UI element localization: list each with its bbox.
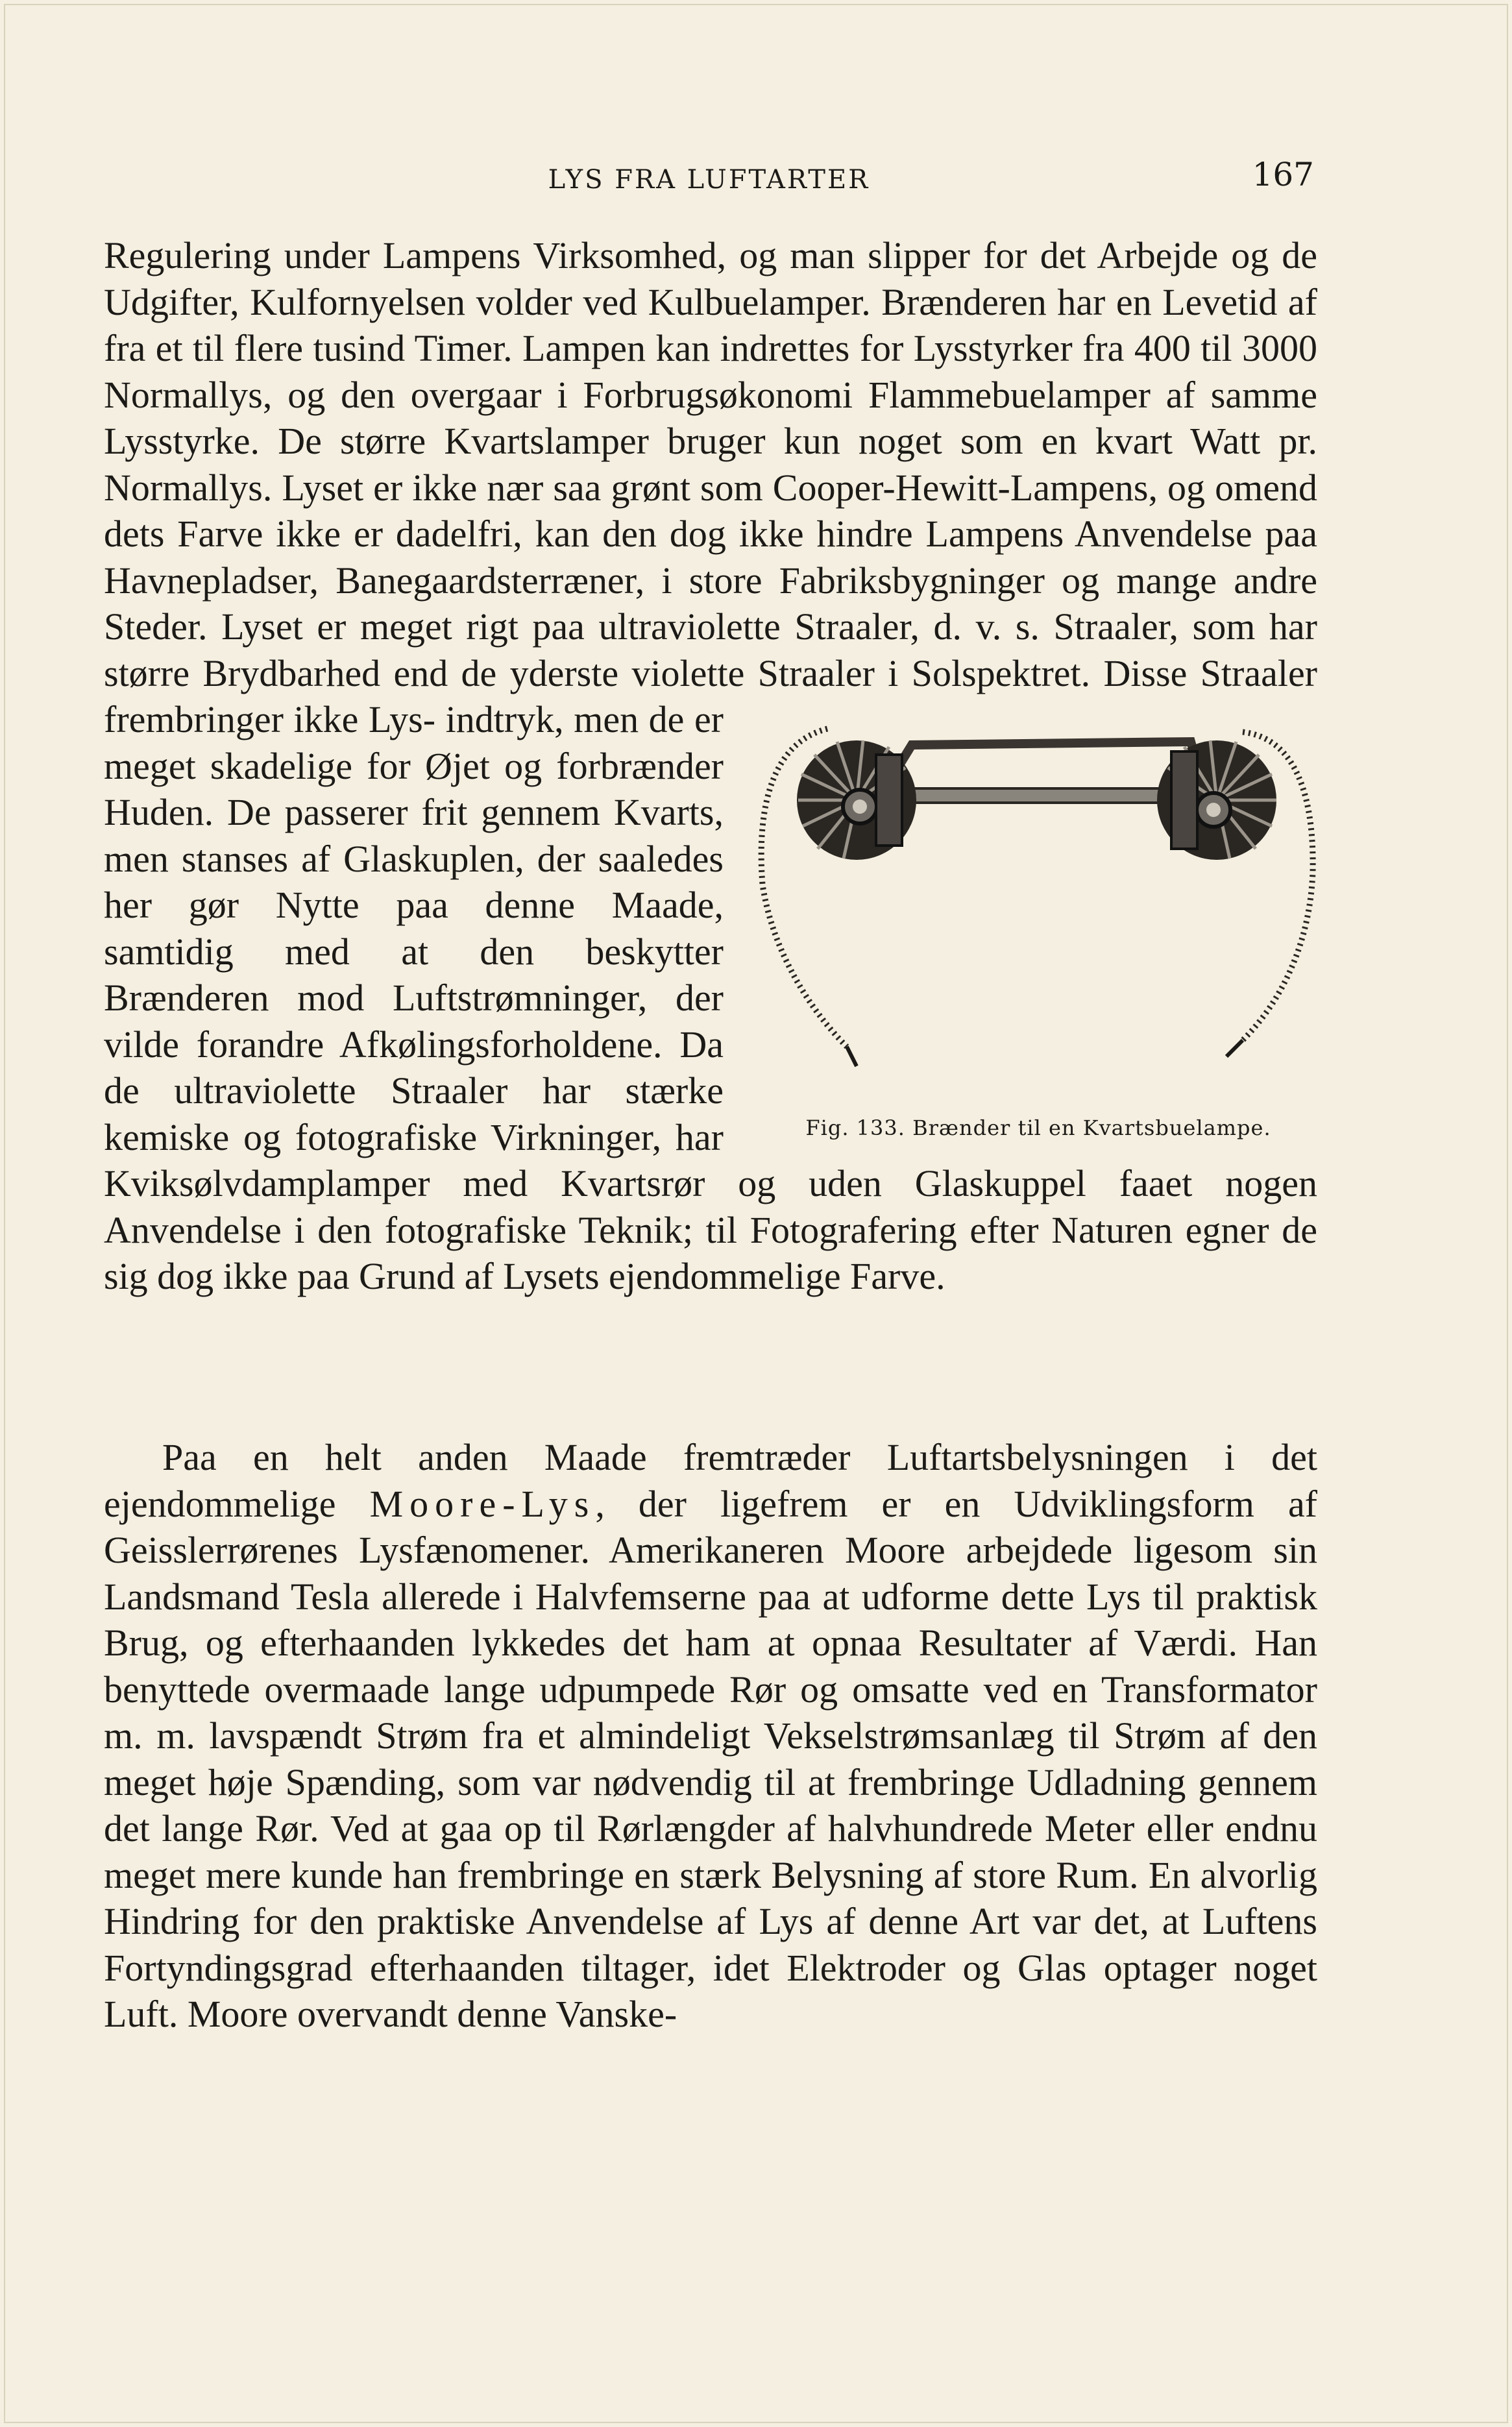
right-radiator (1157, 740, 1276, 860)
figure-caption: Fig. 133. Brænder til en Kvartsbuelampe. (805, 1116, 1271, 1140)
burner-illustration (750, 716, 1327, 1105)
paragraph-2 (104, 1434, 1317, 2038)
paragraph-2-rest: , der ligefrem er en Udviklingsform af Geisslerrørenes Lysfænomener. Amerikaneren Moore arbejdede ligesom sin Landsmand Tesla allerede i Halvfemserne paa at udforme dette Lys til praktisk Brug, og efterhaanden lykkedes det ham at opnaa Resultater af Værdi. Han benyttede overmaade lange udpumpede Rør og omsatte ved en Transformator m. m. lavspændt Strøm fra et almindeligt Vekselstrømsanlæg til Strøm af den meget høje Spænding, som var nødvendig til at frembringe Udladning gennem det lange Rør. Ved at gaa op til Rørlængder af halvhundrede Meter eller endnu meget mere kunde han frembringe en stærk Belysning af store Rum. En alvorlig Hindring for den praktiske Anvendelse af Lys af denne Art var det, at Luftens Fortyndingsgrad efterhaanden tiltager, idet Elektroder og Glas optager noget Luft. Moore overvandt denne Vanske- (104, 1482, 1318, 2035)
left-radiator (797, 740, 916, 860)
quartz-tube (892, 788, 1197, 803)
running-title: LYS FRA LUFTARTER (548, 165, 870, 195)
right-wire-end (1226, 1040, 1243, 1056)
upper-bracket (886, 742, 1204, 787)
paragraph-1-text-continued: indtryk, men de er meget skadelige for Øjet og forbrænder Huden. De passerer frit gennem Kvarts, men stanses af Glaskuplen, der saaledes her gør Nytte paa denne Maade, samtidig med at den beskytter Brænderen mod Luftstrømninger, der vilde forandre Afkølingsforholdene. Da de ultraviolette Straaler har stærke kemiske og fotografiske Virkninger, har Kviksølvdamplamper med Kvartsrør og uden Glaskuppel faaet nogen Anvendelse i den fotografiske Teknik; til Fotografering efter Naturen egner de sig dog ikke paa Grund af Lysets ejendommelige Farve. (104, 698, 1317, 1297)
paragraph-2-body (104, 1434, 1317, 2038)
page-header (104, 156, 1314, 201)
left-wire-end (847, 1047, 857, 1066)
page-number: 167 (1252, 156, 1314, 193)
paragraph-1-text: Regulering under Lampens Virksomhed, og man slipper for det Arbejde og de Udgifter, Kulfornyelsen volder ved Kulbuelamper. Brænderen har en Levetid af fra et til flere tusind Timer. Lampen kan indrettes for Lysstyrker fra 400 til 3000 Normallys, og den overgaar i Forbrugsøkonomi Flammebuelamper af samme Lysstyrke. De større Kvartslamper bruger kun noget som en kvart Watt pr. Normallys. Lyset er ikke nær saa grønt som Cooper-Hewitt-Lampens, og omend dets Farve ikke er dadelfri, kan den dog ikke hindre Lampens Anvendelse paa Havnepladser, Banegaardsterræner, i store Fabriksbygninger og mange andre Steder. Lyset er meget rigt paa ultraviolette Straaler, d. v. s. Straaler, som har større Brydbarhed end de yderste violette Straaler i Solspektret. Disse Straaler frembringer ikke Lys- (104, 234, 1317, 740)
figure-133 (750, 716, 1327, 1151)
paragraph-2-start: Paa en helt anden Maade fremtræder Luftartsbelysningen i det ejendommelige (104, 1436, 1317, 1525)
moore-lys-term: Moore-Lys (369, 1482, 596, 1525)
paragraph-1 (104, 232, 1317, 1300)
